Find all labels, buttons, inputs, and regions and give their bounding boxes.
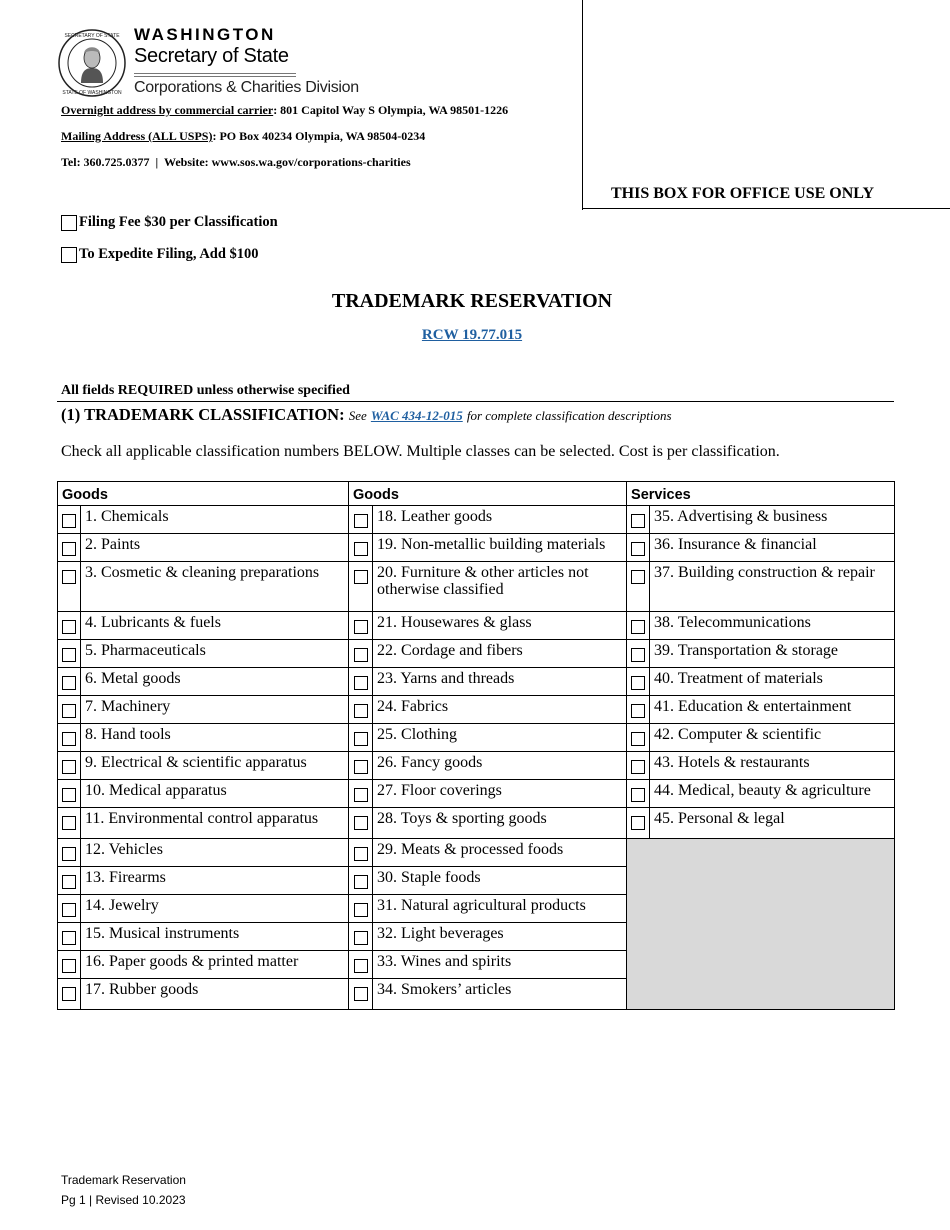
class-checkbox-cell <box>349 867 373 895</box>
class-checkbox[interactable] <box>62 987 76 1001</box>
class-label: 27. Floor coverings <box>373 780 627 808</box>
column-header: Services <box>627 482 895 506</box>
class-checkbox-cell <box>627 696 650 724</box>
class-checkbox[interactable] <box>62 931 76 945</box>
footer-page-info: Pg 1 | Revised 10.2023 <box>61 1193 186 1207</box>
empty-shaded-cell <box>627 839 895 1010</box>
class-label: 40. Treatment of materials <box>650 668 895 696</box>
class-label: 4. Lubricants & fuels <box>81 612 349 640</box>
class-checkbox-cell <box>58 951 81 979</box>
class-label: 22. Cordage and fibers <box>373 640 627 668</box>
class-checkbox-cell <box>349 979 373 1010</box>
class-checkbox[interactable] <box>62 816 76 830</box>
class-label: 10. Medical apparatus <box>81 780 349 808</box>
class-label: 31. Natural agricultural products <box>373 895 627 923</box>
class-checkbox[interactable] <box>631 648 645 662</box>
class-checkbox[interactable] <box>631 732 645 746</box>
org-name-secretary: Secretary of State <box>134 45 289 67</box>
class-label: 42. Computer & scientific <box>650 724 895 752</box>
table-row <box>58 780 895 808</box>
class-checkbox[interactable] <box>631 760 645 774</box>
class-checkbox-cell <box>627 668 650 696</box>
class-label: 2. Paints <box>81 534 349 562</box>
class-label: 13. Firearms <box>81 867 349 895</box>
class-checkbox-cell <box>349 612 373 640</box>
class-checkbox[interactable] <box>62 959 76 973</box>
class-checkbox-cell <box>58 923 81 951</box>
class-checkbox-cell <box>349 696 373 724</box>
table-header-row <box>58 482 895 506</box>
class-checkbox[interactable] <box>62 903 76 917</box>
class-checkbox-cell <box>58 668 81 696</box>
class-checkbox[interactable] <box>354 620 368 634</box>
class-checkbox[interactable] <box>354 542 368 556</box>
table-row <box>58 668 895 696</box>
class-checkbox-cell <box>349 923 373 951</box>
table-row <box>58 696 895 724</box>
class-checkbox-cell <box>58 696 81 724</box>
section-heading <box>61 405 672 425</box>
class-checkbox-cell <box>349 839 373 867</box>
class-label: 3. Cosmetic & cleaning preparations <box>81 562 349 612</box>
class-checkbox[interactable] <box>631 676 645 690</box>
column-header: Goods <box>58 482 349 506</box>
filing-fee-checkbox[interactable] <box>61 215 77 231</box>
class-label: 35. Advertising & business <box>650 506 895 534</box>
class-checkbox[interactable] <box>354 931 368 945</box>
class-label: 8. Hand tools <box>81 724 349 752</box>
class-checkbox[interactable] <box>354 959 368 973</box>
rcw-link[interactable]: RCW 19.77.015 <box>421 327 523 343</box>
class-checkbox[interactable] <box>631 620 645 634</box>
mailing-address <box>61 129 425 144</box>
class-label: 41. Education & entertainment <box>650 696 895 724</box>
overnight-address-value: : 801 Capitol Way S Olympia, WA 98501-1226 <box>273 103 509 117</box>
class-label: 11. Environmental control apparatus <box>81 808 349 839</box>
table-row <box>58 752 895 780</box>
class-checkbox[interactable] <box>631 816 645 830</box>
contact-info: Tel: 360.725.0377 | Website: www.sos.wa.gov/corporations-charities <box>61 155 411 169</box>
class-checkbox-cell <box>349 752 373 780</box>
class-label: 6. Metal goods <box>81 668 349 696</box>
class-checkbox-cell <box>627 752 650 780</box>
class-checkbox-cell <box>58 612 81 640</box>
class-checkbox[interactable] <box>354 648 368 662</box>
overnight-address <box>61 103 508 118</box>
class-checkbox-cell <box>58 808 81 839</box>
class-checkbox-cell <box>627 506 650 534</box>
class-label: 30. Staple foods <box>373 867 627 895</box>
class-checkbox[interactable] <box>62 788 76 802</box>
table-row <box>58 506 895 534</box>
class-label: 32. Light beverages <box>373 923 627 951</box>
filing-fee-label: Filing Fee $30 per Classification <box>79 214 278 230</box>
class-checkbox-cell <box>349 895 373 923</box>
class-checkbox[interactable] <box>631 704 645 718</box>
org-divider <box>134 73 296 74</box>
table-row <box>58 562 895 612</box>
class-checkbox[interactable] <box>631 542 645 556</box>
office-box-border <box>582 0 583 210</box>
class-label: 36. Insurance & financial <box>650 534 895 562</box>
class-checkbox[interactable] <box>354 875 368 889</box>
class-checkbox-cell <box>349 951 373 979</box>
class-checkbox-cell <box>58 780 81 808</box>
class-label: 33. Wines and spirits <box>373 951 627 979</box>
class-checkbox-cell <box>58 752 81 780</box>
class-checkbox-cell <box>627 612 650 640</box>
class-checkbox-cell <box>627 562 650 612</box>
class-label: 9. Electrical & scientific apparatus <box>81 752 349 780</box>
table-row <box>58 612 895 640</box>
expedite-option[interactable] <box>61 246 259 263</box>
class-checkbox-cell <box>58 534 81 562</box>
class-label: 24. Fabrics <box>373 696 627 724</box>
table-row <box>58 640 895 668</box>
table-row <box>58 839 895 867</box>
class-checkbox[interactable] <box>62 875 76 889</box>
table-row <box>58 808 895 839</box>
class-checkbox-cell <box>627 808 650 839</box>
class-checkbox[interactable] <box>354 903 368 917</box>
class-checkbox-cell <box>349 562 373 612</box>
class-label: 38. Telecommunications <box>650 612 895 640</box>
svg-text:STATE OF WASHINGTON: STATE OF WASHINGTON <box>62 90 122 96</box>
class-label: 25. Clothing <box>373 724 627 752</box>
class-checkbox[interactable] <box>354 816 368 830</box>
class-checkbox-cell <box>627 534 650 562</box>
class-label: 39. Transportation & storage <box>650 640 895 668</box>
class-label: 5. Pharmaceuticals <box>81 640 349 668</box>
footer-form-name: Trademark Reservation <box>61 1173 186 1187</box>
class-label: 29. Meats & processed foods <box>373 839 627 867</box>
form-title: TRADEMARK RESERVATION <box>331 290 613 312</box>
class-label: 28. Toys & sporting goods <box>373 808 627 839</box>
class-label: 12. Vehicles <box>81 839 349 867</box>
class-checkbox[interactable] <box>62 704 76 718</box>
office-box-border <box>582 208 950 209</box>
column-header: Goods <box>349 482 627 506</box>
class-checkbox-cell <box>349 668 373 696</box>
class-label: 19. Non-metallic building materials <box>373 534 627 562</box>
class-label: 26. Fancy goods <box>373 752 627 780</box>
table-row <box>58 534 895 562</box>
class-checkbox-cell <box>349 506 373 534</box>
class-checkbox[interactable] <box>631 570 645 584</box>
section-title: (1) TRADEMARK CLASSIFICATION: <box>61 405 345 424</box>
class-checkbox[interactable] <box>354 987 368 1001</box>
class-checkbox[interactable] <box>354 676 368 690</box>
class-checkbox[interactable] <box>354 788 368 802</box>
class-checkbox[interactable] <box>631 514 645 528</box>
filing-fee-option[interactable] <box>61 214 278 231</box>
class-checkbox-cell <box>627 640 650 668</box>
see-text: See <box>348 408 367 423</box>
class-checkbox-cell <box>349 780 373 808</box>
class-checkbox-cell <box>58 506 81 534</box>
class-checkbox[interactable] <box>631 788 645 802</box>
class-label: 16. Paper goods & printed matter <box>81 951 349 979</box>
class-checkbox[interactable] <box>62 514 76 528</box>
class-checkbox-cell <box>58 640 81 668</box>
svg-text:SECRETARY OF STATE: SECRETARY OF STATE <box>64 33 120 39</box>
classification-table <box>57 481 895 1010</box>
class-checkbox[interactable] <box>62 676 76 690</box>
class-label: 43. Hotels & restaurants <box>650 752 895 780</box>
wac-link[interactable]: WAC 434-12-015 <box>370 408 463 423</box>
class-checkbox-cell <box>58 724 81 752</box>
class-label: 45. Personal & legal <box>650 808 895 839</box>
required-note: All fields REQUIRED unless otherwise specified <box>61 383 350 398</box>
class-checkbox[interactable] <box>354 847 368 861</box>
class-label: 7. Machinery <box>81 696 349 724</box>
org-division: Corporations & Charities Division <box>134 79 359 96</box>
class-checkbox[interactable] <box>62 570 76 584</box>
class-checkbox-cell <box>349 808 373 839</box>
class-checkbox-cell <box>627 780 650 808</box>
org-name-washington: WASHINGTON <box>134 25 276 44</box>
class-checkbox-cell <box>349 534 373 562</box>
class-checkbox-cell <box>349 724 373 752</box>
class-checkbox-cell <box>349 640 373 668</box>
class-checkbox-cell <box>58 979 81 1010</box>
class-label: 23. Yarns and threads <box>373 668 627 696</box>
class-checkbox[interactable] <box>354 570 368 584</box>
expedite-label: To Expedite Filing, Add $100 <box>79 246 259 262</box>
table-row <box>58 724 895 752</box>
class-checkbox-cell <box>627 724 650 752</box>
class-label: 20. Furniture & other articles not otherwise classified <box>373 562 627 612</box>
section-divider <box>57 401 894 402</box>
office-use-label: THIS BOX FOR OFFICE USE ONLY <box>611 185 875 202</box>
class-label: 34. Smokers’ articles <box>373 979 627 1010</box>
class-checkbox-cell <box>58 867 81 895</box>
table-body <box>58 506 895 1010</box>
class-checkbox[interactable] <box>354 732 368 746</box>
class-checkbox-cell <box>58 895 81 923</box>
class-checkbox-cell <box>58 839 81 867</box>
class-checkbox[interactable] <box>354 514 368 528</box>
class-label: 18. Leather goods <box>373 506 627 534</box>
overnight-address-label: Overnight address by commercial carrier <box>61 103 274 117</box>
class-checkbox-cell <box>58 562 81 612</box>
class-checkbox[interactable] <box>62 732 76 746</box>
org-divider <box>134 76 296 77</box>
class-label: 37. Building construction & repair <box>650 562 895 612</box>
class-checkbox[interactable] <box>62 760 76 774</box>
instructions: Check all applicable classification numbers BELOW. Multiple classes can be selected. Cost is per classification. <box>61 443 780 460</box>
class-label: 15. Musical instruments <box>81 923 349 951</box>
class-label: 21. Housewares & glass <box>373 612 627 640</box>
class-label: 44. Medical, beauty & agriculture <box>650 780 895 808</box>
class-label: 14. Jewelry <box>81 895 349 923</box>
class-checkbox[interactable] <box>62 648 76 662</box>
expedite-checkbox[interactable] <box>61 247 77 263</box>
class-checkbox[interactable] <box>62 542 76 556</box>
class-label: 1. Chemicals <box>81 506 349 534</box>
class-checkbox[interactable] <box>354 704 368 718</box>
class-checkbox[interactable] <box>354 760 368 774</box>
class-label: 17. Rubber goods <box>81 979 349 1010</box>
mailing-address-value: : PO Box 40234 Olympia, WA 98504-0234 <box>212 129 426 143</box>
class-checkbox[interactable] <box>62 620 76 634</box>
state-seal-logo <box>57 28 127 98</box>
mailing-address-label: Mailing Address (ALL USPS) <box>61 129 213 143</box>
class-checkbox[interactable] <box>62 847 76 861</box>
see-tail: for complete classification descriptions <box>466 408 672 423</box>
rcw-reference <box>0 327 944 344</box>
